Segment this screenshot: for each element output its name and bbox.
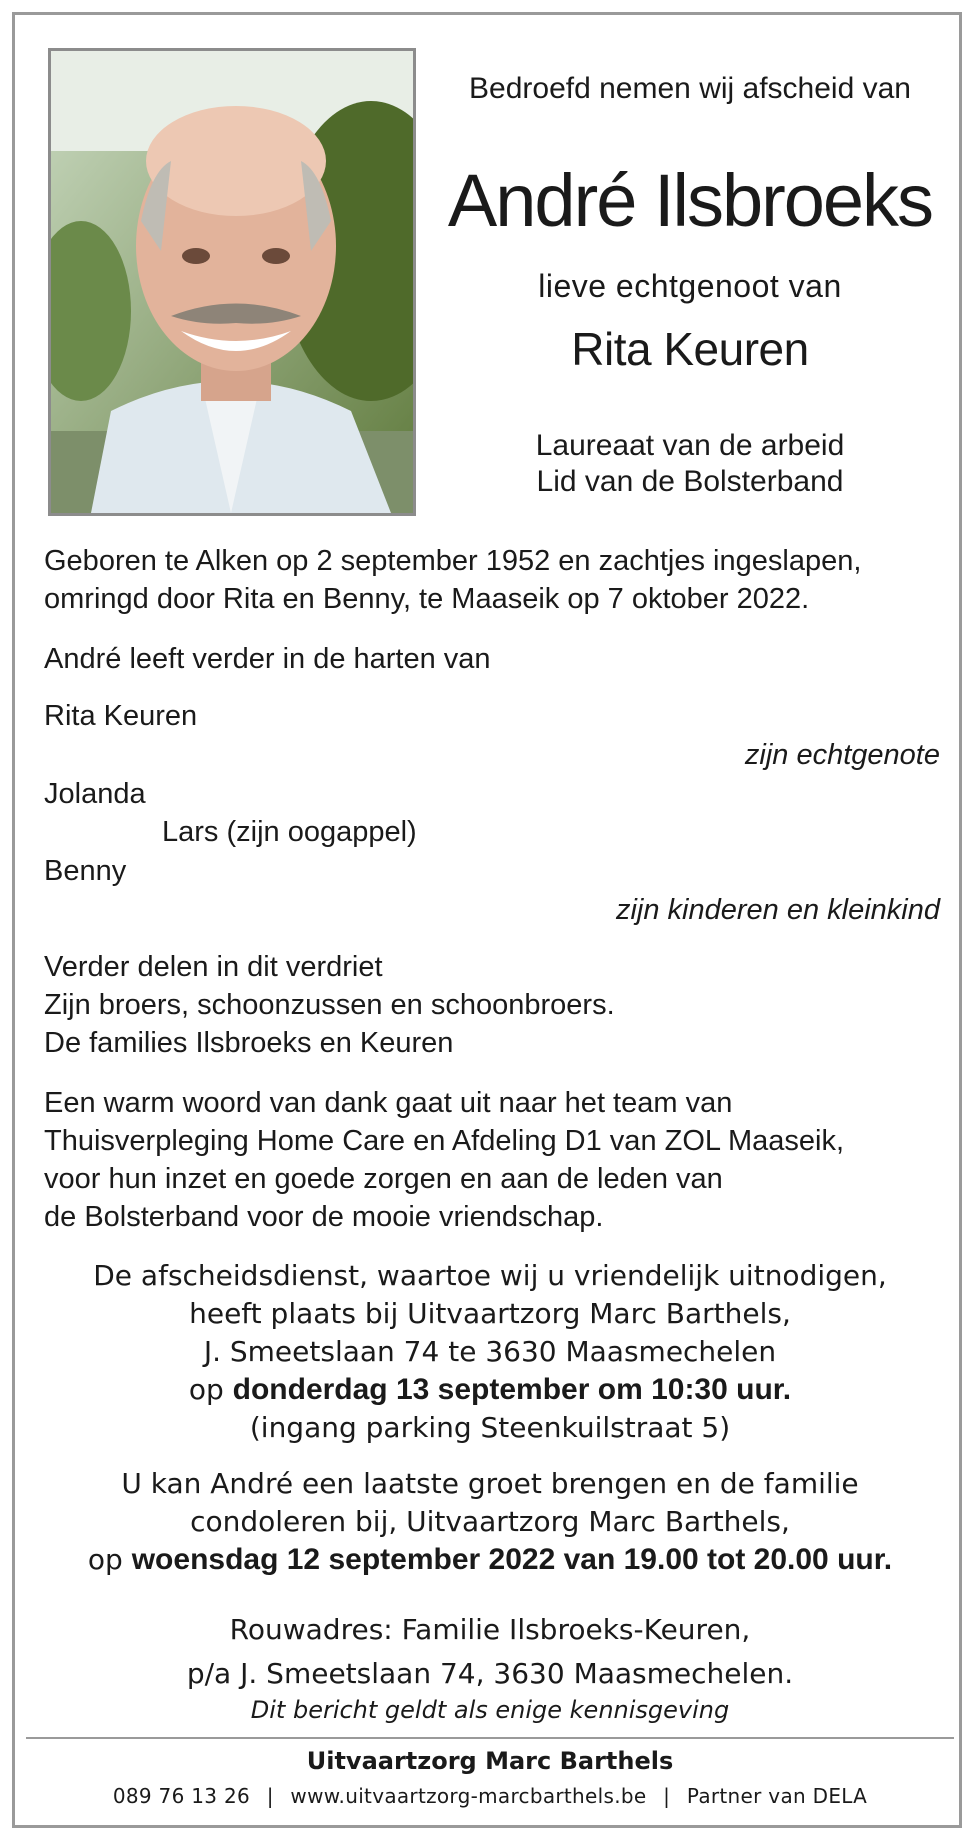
intro-text: Bedroefd nemen wij afscheid van [469, 72, 911, 105]
birth-paragraph [44, 542, 940, 618]
text-line: Een warm woord van dank gaat uit naar het team van [44, 1087, 733, 1119]
text-line: omringd door Rita en Benny, te Maaseik op 7 oktober 2022. [44, 583, 810, 615]
website-link[interactable]: www.uitvaartzorg-marcbarthels.be [290, 1784, 647, 1808]
spouse-name: Rita Keuren [571, 323, 809, 375]
text-line: Zijn broers, schoonzussen en schoonbroers. [44, 989, 615, 1021]
relation-text: lieve echtgenoot van [538, 268, 842, 304]
text-line: (ingang parking Steenkuilstraat 5) [249, 1411, 731, 1444]
text-line: U kan André een laatste groet brengen en de familie [121, 1467, 859, 1500]
phone-number: 089 76 13 26 [112, 1784, 251, 1808]
footer-divider [26, 1737, 954, 1739]
title-line: Laureaat van de arbeid [535, 429, 845, 462]
text-line: Thuisverpleging Home Care en Afdeling D1 van ZOL Maaseik, [44, 1125, 845, 1157]
text-line: condoleren bij, Uitvaartzorg Marc Barthels, [190, 1505, 790, 1538]
thanks-paragraph [44, 1084, 940, 1236]
text-line: voor hun inzet en goede zorgen en aan de leden van [44, 1163, 723, 1195]
spouse-role: zijn echtgenote [744, 739, 940, 771]
sharing-paragraph [44, 948, 940, 1062]
family-child: Jolanda [44, 778, 146, 810]
family-child: Benny [44, 855, 127, 887]
service-date-bold: donderdag 13 september om 10:30 uur. [232, 1373, 792, 1406]
text-line: Verder delen in dit verdriet [44, 951, 383, 983]
mourning-address [30, 1608, 950, 1696]
visitation-date-bold: woensdag 12 september 2022 van 19.00 tot 20.00 uur. [131, 1543, 893, 1576]
text-line: J. Smeetslaan 74 te 3630 Maasmechelen [203, 1335, 777, 1368]
text-line: p/a J. Smeetslaan 74, 3630 Maasmechelen. [186, 1657, 794, 1690]
text-line: Geboren te Alken op 2 september 1952 en zachtjes ingeslapen, [44, 545, 862, 577]
lives-on-text: André leeft verder in de harten van [44, 643, 491, 675]
portrait-photo [48, 48, 416, 516]
text-line: heeft plaats bij Uitvaartzorg Marc Barthels, [189, 1297, 791, 1330]
text-line: De families Ilsbroeks en Keuren [44, 1027, 454, 1059]
date-prefix: op [188, 1373, 224, 1406]
funeral-home-name: Uitvaartzorg Marc Barthels [306, 1747, 674, 1775]
visitation-date [30, 1541, 950, 1579]
honorary-titles [440, 428, 940, 500]
title-line: Lid van de Bolsterband [536, 465, 844, 498]
text-line: Rouwadres: Familie Ilsbroeks-Keuren, [229, 1613, 751, 1646]
deceased-name: André Ilsbroeks [447, 159, 933, 242]
footer-contact [26, 1784, 954, 1808]
text-line: de Bolsterband voor de mooie vriendschap. [44, 1201, 604, 1233]
visitation-details [30, 1465, 950, 1579]
text-line: De afscheidsdienst, waartoe wij u vriendelijk uitnodigen, [93, 1259, 887, 1292]
notice-text: Dit bericht geldt als enige kennisgeving [250, 1696, 730, 1724]
family-spouse: Rita Keuren [44, 700, 198, 732]
children-role: zijn kinderen en kleinkind [615, 894, 940, 926]
partner-text: Partner van DELA [686, 1784, 868, 1808]
family-grandchild: Lars (zijn oogappel) [162, 816, 417, 848]
service-date [30, 1371, 950, 1409]
separator: | [266, 1784, 274, 1808]
service-details [30, 1257, 950, 1447]
separator: | [663, 1784, 671, 1808]
date-prefix: op [87, 1543, 123, 1576]
